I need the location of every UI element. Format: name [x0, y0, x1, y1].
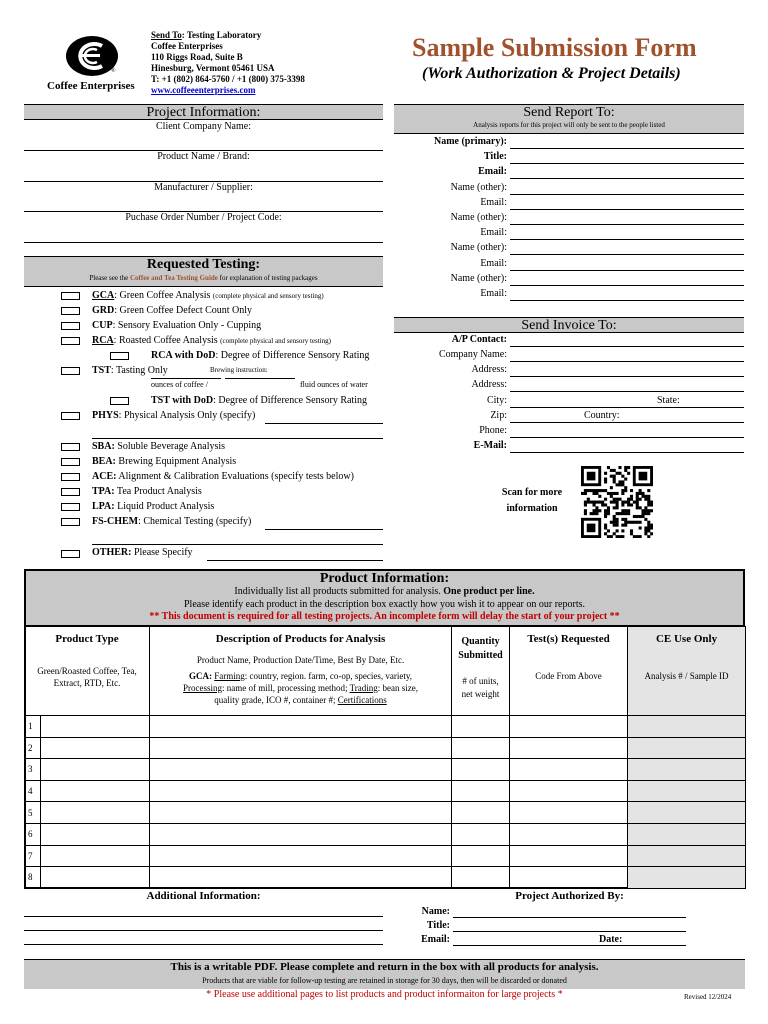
testing-guide-note-pre: Please see the — [89, 274, 130, 282]
checkbox-gca[interactable] — [61, 292, 80, 300]
product-type-cell[interactable] — [41, 737, 150, 759]
test-rca-dod: RCA with DoD: Degree of Difference Sensory Rating — [151, 350, 370, 361]
report-field-label: Name (other): — [450, 272, 507, 284]
phone-numbers: T: +1 (802) 864-5760 / +1 (800) 375-3398 — [151, 74, 305, 84]
col-tests: Test(s) Requested Code From Above — [510, 627, 628, 716]
test-tst: TST: Tasting Only — [92, 365, 168, 376]
quantity-cell[interactable] — [452, 823, 510, 845]
additional-info-field-2[interactable] — [24, 930, 383, 931]
report-field-label: Email: — [478, 166, 507, 178]
description-cell[interactable] — [150, 759, 452, 781]
product-type-cell[interactable] — [41, 867, 150, 889]
tests-cell[interactable] — [510, 759, 628, 781]
company-name: Coffee Enterprises — [151, 41, 223, 51]
report-field-input[interactable] — [510, 224, 744, 225]
checkbox-phys[interactable] — [61, 412, 80, 420]
test-sba: SBA: Soluble Beverage Analysis — [92, 441, 226, 452]
additional-info-field-1[interactable] — [24, 916, 383, 917]
test-ace: ACE: Alignment & Calibration Evaluations (specify tests below) — [92, 471, 354, 482]
invoice-address-1-field[interactable] — [510, 376, 744, 377]
logo-text: Coffee Enterprises — [47, 80, 135, 92]
table-row — [25, 823, 746, 845]
product-type-cell[interactable] — [41, 823, 150, 845]
tests-cell[interactable] — [510, 867, 628, 889]
report-field-input[interactable] — [510, 285, 744, 286]
tests-cell[interactable] — [510, 716, 628, 738]
ce-use-cell — [628, 823, 746, 845]
ce-use-cell — [628, 737, 746, 759]
invoice-state-label: State: — [657, 395, 680, 406]
brewing-coffee-unit: ounces of coffee / — [151, 380, 208, 389]
brewing-water-field[interactable] — [225, 378, 295, 379]
quantity-cell[interactable] — [452, 716, 510, 738]
product-info-title: Product Information: — [319, 571, 450, 586]
form-subtitle: (Work Authorization & Project Details) — [422, 65, 681, 82]
table-row — [25, 802, 746, 824]
test-phys: PHYS: Physical Analysis Only (specify) — [92, 410, 256, 421]
table-row — [25, 759, 746, 781]
form-title: Sample Submission Form — [412, 33, 697, 62]
additional-info-heading: Additional Information: — [146, 890, 261, 902]
description-cell[interactable] — [150, 867, 452, 889]
report-field-input[interactable] — [510, 178, 744, 179]
product-type-cell[interactable] — [41, 845, 150, 867]
qr-code-icon[interactable] — [581, 466, 653, 538]
checkbox-bea[interactable] — [61, 458, 80, 466]
product-type-cell[interactable] — [41, 759, 150, 781]
report-field-label: Name (primary): — [433, 136, 507, 147]
test-lpa: LPA: Liquid Product Analysis — [92, 501, 215, 512]
checkbox-fs-chem[interactable] — [61, 518, 80, 526]
checkbox-sba[interactable] — [61, 443, 80, 451]
report-field-input[interactable] — [510, 239, 744, 240]
project-info-heading: Project Information: — [24, 104, 383, 120]
brewing-instruction-label: Brewing instruction: — [210, 366, 268, 374]
authorized-name-label: Name: — [421, 906, 450, 917]
checkbox-tst[interactable] — [61, 367, 80, 375]
description-cell[interactable] — [150, 823, 452, 845]
checkbox-tst-dod[interactable] — [110, 397, 129, 405]
ce-use-cell — [628, 759, 746, 781]
tests-cell[interactable] — [510, 780, 628, 802]
report-field-label: Email: — [480, 196, 507, 208]
product-table — [24, 626, 746, 889]
test-tpa: TPA: Tea Product Analysis — [92, 486, 202, 497]
ce-use-cell — [628, 845, 746, 867]
other-specify-field[interactable] — [207, 560, 383, 561]
invoice-address-2-field[interactable] — [510, 391, 744, 392]
report-field-label: Email: — [480, 227, 507, 239]
authorized-title-label: Title: — [426, 920, 450, 931]
checkbox-tpa[interactable] — [61, 488, 80, 496]
quantity-cell[interactable] — [452, 780, 510, 802]
table-row — [25, 867, 746, 889]
tests-cell[interactable] — [510, 845, 628, 867]
authorized-heading: Project Authorized By: — [515, 890, 624, 902]
table-row — [25, 845, 746, 867]
report-field-label: Email: — [480, 257, 507, 269]
row-number: 3 — [25, 759, 41, 781]
product-info-line-2: Please identify each product in the description box exactly how you wish it to appear on our reports. — [183, 599, 585, 610]
additional-info-field-3[interactable] — [24, 944, 383, 945]
footer-line-3: * Please use additional pages to list products and product informaiton for large projects * — [206, 989, 563, 1000]
checkbox-cup[interactable] — [61, 322, 80, 330]
invoice-country-label: Country: — [584, 410, 620, 421]
invoice-address-2-label: Address: — [471, 379, 507, 390]
report-field-input[interactable] — [510, 209, 744, 210]
footer-banner — [24, 959, 745, 989]
product-info-header — [26, 571, 743, 626]
invoice-address-1-label: Address: — [471, 364, 507, 375]
test-cup: CUP: Sensory Evaluation Only - Cupping — [92, 320, 262, 331]
report-field-input[interactable] — [510, 300, 744, 301]
description-cell[interactable] — [150, 716, 452, 738]
row-number: 5 — [25, 802, 41, 824]
ap-contact-label: A/P Contact: — [451, 334, 507, 345]
po-number-label: Puchase Order Number / Project Code: — [125, 212, 282, 223]
checkbox-grd[interactable] — [61, 307, 80, 315]
table-row — [25, 716, 746, 738]
checkbox-ace[interactable] — [61, 473, 80, 481]
invoice-email-label: E-Mail: — [473, 440, 507, 451]
report-field-input[interactable] — [510, 194, 744, 195]
test-gca: GCA: Green Coffee Analysis (complete physical and sensory testing) — [92, 290, 324, 301]
authorized-date-label: Date: — [599, 934, 623, 945]
revised-date: Revised 12/2024 — [684, 993, 732, 1001]
report-field-input[interactable] — [510, 148, 744, 149]
test-rca: RCA: Roasted Coffee Analysis (complete physical and sensory testing) — [92, 335, 331, 346]
ce-use-cell — [628, 802, 746, 824]
qr-caption: Scan for more information — [501, 487, 563, 514]
requested-testing-title: Requested Testing: — [146, 257, 261, 272]
footer-line-1: This is a writable PDF. Please complete and return in the box with all products for analysis. — [170, 961, 599, 973]
product-brand-label: Product Name / Brand: — [157, 151, 250, 162]
row-number: 8 — [25, 867, 41, 889]
col-ce-use: CE Use Only Analysis # / Sample ID — [628, 627, 746, 716]
requested-testing-heading — [24, 256, 383, 287]
quantity-cell[interactable] — [452, 867, 510, 889]
invoice-zip-field[interactable] — [510, 422, 744, 423]
test-bea: BEA: Brewing Equipment Analysis — [92, 456, 237, 467]
row-number: 2 — [25, 737, 41, 759]
send-report-title: Send Report To: — [523, 105, 615, 120]
checkbox-rca[interactable] — [61, 337, 80, 345]
fs-chem-specify-field-1[interactable] — [265, 529, 383, 530]
checkbox-rca-dod[interactable] — [110, 352, 129, 360]
product-type-cell[interactable] — [41, 802, 150, 824]
ce-use-cell — [628, 716, 746, 738]
checkbox-lpa[interactable] — [61, 503, 80, 511]
report-field-input[interactable] — [510, 270, 744, 271]
address-line-2: Hinesburg, Vermont 05461 USA — [151, 63, 275, 73]
invoice-email-field[interactable] — [510, 452, 744, 453]
ap-contact-field[interactable] — [510, 346, 744, 347]
report-field-label: Name (other): — [450, 242, 507, 254]
product-type-cell[interactable] — [41, 716, 150, 738]
send-to-label: Send To — [151, 30, 182, 40]
checkbox-other[interactable] — [61, 550, 80, 558]
logo-registered-mark: ® — [111, 68, 116, 74]
invoice-phone-label: Phone: — [479, 425, 507, 436]
row-number: 4 — [25, 780, 41, 802]
row-number: 1 — [25, 716, 41, 738]
quantity-cell[interactable] — [452, 737, 510, 759]
website-link[interactable]: www.coffeeenterprises.com — [151, 85, 256, 95]
po-number-field[interactable] — [24, 242, 383, 243]
manufacturer-label: Manufacturer / Supplier: — [154, 182, 253, 193]
invoice-company-label: Company Name: — [438, 349, 507, 360]
product-type-cell[interactable] — [41, 780, 150, 802]
address-line-1: 110 Riggs Road, Suite B — [151, 52, 243, 62]
description-cell[interactable] — [150, 737, 452, 759]
client-company-label: Client Company Name: — [156, 121, 251, 132]
tests-cell[interactable] — [510, 737, 628, 759]
test-tst-dod: TST with DoD: Degree of Difference Sensory Rating — [151, 395, 367, 406]
footer-line-2: Products that are viable for follow-up testing are retained in storage for 30 days, then will be discarded or donated — [202, 976, 567, 985]
report-field-label: Email: — [480, 288, 507, 299]
description-cell[interactable] — [150, 802, 452, 824]
row-number: 7 — [25, 845, 41, 867]
product-info-line-1: Individually list all products submitted for analysis. One product per line. — [234, 586, 535, 597]
invoice-company-field[interactable] — [510, 361, 744, 362]
tests-cell[interactable] — [510, 823, 628, 845]
brewing-water-unit: fluid ounces of water — [300, 380, 368, 389]
fs-chem-specify-field-2[interactable] — [92, 544, 383, 545]
test-other: OTHER: Please Specify — [92, 547, 193, 558]
authorized-title-field[interactable] — [453, 931, 686, 932]
send-report-note: Analysis reports for this project will only be sent to the people listed — [473, 121, 665, 129]
quantity-cell[interactable] — [452, 845, 510, 867]
row-number: 6 — [25, 823, 41, 845]
report-field-label: Title: — [483, 151, 507, 163]
invoice-zip-label: Zip: — [490, 410, 507, 421]
table-row — [25, 780, 746, 802]
quantity-cell[interactable] — [452, 802, 510, 824]
send-to-value: : Testing Laboratory — [181, 30, 262, 40]
testing-guide-note-post: for explanation of testing packages — [217, 274, 318, 282]
quantity-cell[interactable] — [452, 759, 510, 781]
send-invoice-heading: Send Invoice To: — [394, 317, 744, 333]
phys-specify-field-2[interactable] — [92, 438, 383, 439]
report-field-label: Name (other): — [450, 212, 507, 223]
authorized-email-label: Email: — [421, 934, 450, 945]
table-row — [25, 737, 746, 759]
send-report-heading — [394, 104, 744, 134]
col-product-type: Product Type Green/Roasted Coffee, Tea, Extract, RTD, Etc. — [25, 627, 150, 716]
authorized-name-field[interactable] — [453, 917, 686, 918]
report-field-input[interactable] — [510, 254, 744, 255]
testing-guide-link[interactable]: Coffee and Tea Testing Guide — [129, 274, 218, 282]
ce-use-cell — [628, 780, 746, 802]
test-grd: GRD: Green Coffee Defect Count Only — [92, 305, 253, 316]
authorized-email-field[interactable] — [453, 945, 686, 946]
test-fs-chem: FS-CHEM: Chemical Testing (specify) — [92, 516, 252, 527]
description-cell[interactable] — [150, 780, 452, 802]
phys-specify-field-1[interactable] — [265, 423, 383, 424]
report-field-label: Name (other): — [450, 181, 507, 193]
tests-cell[interactable] — [510, 802, 628, 824]
invoice-city-label: City: — [486, 395, 507, 406]
report-field-input[interactable] — [510, 163, 744, 164]
product-info-warning: ** This document is required for all testing projects. An incomplete form will delay the start of your project ** — [149, 611, 620, 622]
invoice-city-field[interactable] — [510, 407, 744, 408]
ce-use-cell — [628, 867, 746, 889]
col-description: Description of Products for Analysis Product Name, Production Date/Time, Best By Date, Etc. GCA: Farming: country, region. farm, co-op, species, variety, Processing: name of mill, processing method; Trading: bean size, quality grade, ICO #, container #; Certifications — [150, 627, 452, 716]
testing-guide-note — [24, 273, 383, 284]
col-quantity: Quantity Submitted # of units, net weight — [452, 627, 510, 716]
send-to — [151, 30, 261, 41]
invoice-phone-field[interactable] — [510, 437, 744, 438]
description-cell[interactable] — [150, 845, 452, 867]
